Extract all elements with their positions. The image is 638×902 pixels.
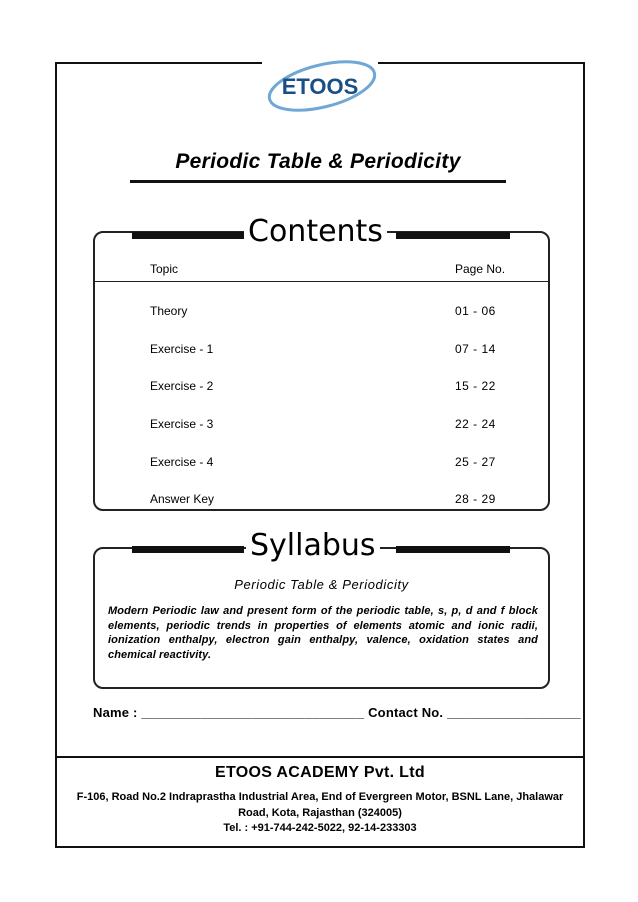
syllabus-heading-bar-left	[132, 546, 244, 553]
contact-field: __________________	[447, 705, 581, 720]
syllabus-heading-bar-right	[396, 546, 510, 553]
footer-telephone: Tel. : +91-744-242-5022, 92-14-233303	[223, 822, 417, 834]
syllabus-subtitle: Periodic Table & Periodicity	[234, 577, 409, 592]
contents-row-topic: Theory	[150, 304, 188, 318]
contents-row-topic: Exercise - 3	[150, 417, 214, 431]
contents-header-page: Page No.	[455, 262, 506, 276]
name-label: Name :	[93, 705, 138, 720]
contents-header-topic: Topic	[150, 262, 179, 276]
title-underline	[130, 180, 506, 183]
contents-row-page: 28 - 29	[455, 492, 496, 506]
contents-row-topic: Exercise - 4	[150, 455, 214, 469]
contact-label: Contact No.	[368, 705, 444, 720]
footer-company-name: ETOOS ACADEMY Pvt. Ltd	[215, 764, 425, 781]
contents-row-topic: Exercise - 1	[150, 342, 214, 356]
contents-row-topic: Exercise - 2	[150, 379, 214, 393]
contents-heading: Contents	[244, 215, 387, 249]
logo-text: ETOOS	[281, 74, 359, 99]
contents-row-page: 01 - 06	[455, 304, 496, 318]
name-field: ______________________________	[141, 705, 365, 720]
contents-row-page: 15 - 22	[455, 379, 496, 393]
contents-header-divider	[95, 281, 548, 282]
footer-address: F-106, Road No.2 Indraprastha Industrial Area, End of Evergreen Motor, BSNL Lane, Jhalawar Road, Kota, Rajasthan (324005)	[76, 791, 564, 819]
syllabus-body: Modern Periodic law and present form of the periodic table, s, p, d and f block elements, periodic trends in properties of elements atomic and ionic radii, ionization enthalpy, electron gain enthalpy, valence, oxidation states and chemical reactivity.	[108, 605, 538, 661]
contents-row-page: 22 - 24	[455, 417, 496, 431]
contents-heading-bar-right	[396, 232, 510, 239]
document-title: Periodic Table & Periodicity	[175, 150, 461, 173]
footer-divider	[55, 756, 585, 758]
contents-row-page: 07 - 14	[455, 342, 496, 356]
contents-heading-bar-left	[132, 232, 244, 239]
etoos-logo	[262, 52, 378, 114]
name-contact-line	[93, 705, 581, 720]
syllabus-heading: Syllabus	[246, 529, 380, 563]
contents-row-topic: Answer Key	[150, 492, 215, 506]
contents-row-page: 25 - 27	[455, 455, 496, 469]
